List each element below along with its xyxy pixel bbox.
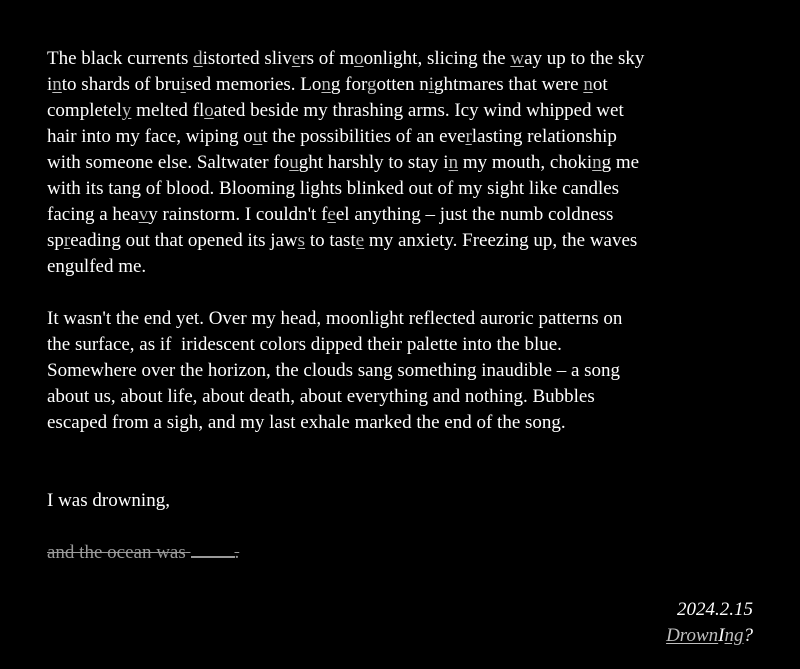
highlighted-letter: e [355,230,365,251]
text-run: y rainstorm. I couldn't f [148,204,328,225]
highlighted-letter: n [52,74,62,95]
highlighted-letter: s [297,230,306,251]
highlighted-letter: d [193,48,203,69]
text-run: otten n [376,74,429,95]
highlighted-letter: u [289,152,299,173]
text-run: g for [330,74,367,95]
signature-block [666,597,753,649]
ocean-line-end: . [234,542,240,563]
highlighted-letter: n [321,74,331,95]
text-run: The black currents [47,48,194,69]
text-run: my mouth, choki [458,152,593,173]
text-run: g me with its tang of blood. Blooming lights blinked out of my sight like candles facing a hea [47,152,640,225]
title-highlight: Drown [666,625,719,646]
highlighted-letter: e [291,48,301,69]
drowning-line: I was drowning, [47,490,170,511]
paragraph-1 [47,46,767,280]
ocean-line [47,540,767,566]
highlighted-letter: y [121,100,132,121]
highlighted-letter: n [592,152,602,173]
highlighted-letter: i [180,74,186,95]
paragraph-2: It wasn't the end yet. Over my head, moonlight reflected auroric patterns on the surface, as if iridescent colors dipped their palette into the blue. Somewhere over the horizon, the clouds sang something inaudible – a song about us, about life, about death, about everything and nothing. Bubbles escaped from a sigh, and my last exhale marked the end of the song. [47,308,623,433]
highlighted-letter: n [448,152,459,173]
title-text: I [718,625,725,646]
poem-title [666,623,753,649]
text-run: my anxiety. Freezing up, the waves engulfed me. [47,230,638,277]
title-text: ? [743,625,753,646]
highlighted-letter: g [366,74,377,95]
text-run: ay up to the sky i [47,48,645,95]
highlighted-letter: n [583,74,593,95]
text-run: istorted sliv [202,48,292,69]
poem-body [47,46,767,566]
highlighted-letter: i [428,74,434,95]
title-highlight: ng [724,625,744,646]
text-run: ot completel [47,74,608,121]
text-run: lasting relationship with someone else. Saltwater fo [47,126,617,173]
spacer [47,436,767,488]
highlighted-letter: e [327,204,336,225]
text-run: rs of m [300,48,355,69]
blank-underline [191,542,235,558]
text-run: to shards of bru [61,74,181,95]
text-run: sed memories. Lo [185,74,322,95]
date: 2024.2.15 [677,599,753,620]
text-run: melted fl [131,100,205,121]
text-run: ated beside my thrashing arms. Icy wind whipped wet hair into my face, wiping o [47,100,624,147]
highlighted-letter: u [252,126,263,147]
highlighted-letter: v [138,204,149,225]
text-run: ghtmares that were [434,74,584,95]
text-run: to tast [305,230,356,251]
highlighted-letter: o [204,100,214,121]
text-run: eading out that opened its jaw [70,230,298,251]
highlighted-letter: o [354,48,364,69]
ocean-line-text: and the ocean was [47,542,186,563]
highlighted-letter: w [510,48,525,69]
highlighted-letter: r [63,230,71,251]
text-run: ght harshly to stay i [298,152,449,173]
text-run: el anything – just the numb coldness sp [47,204,614,251]
text-run: t the possibilities of an eve [262,126,466,147]
highlighted-letter: r [465,126,472,147]
text-run: onlight, slicing the [363,48,511,69]
